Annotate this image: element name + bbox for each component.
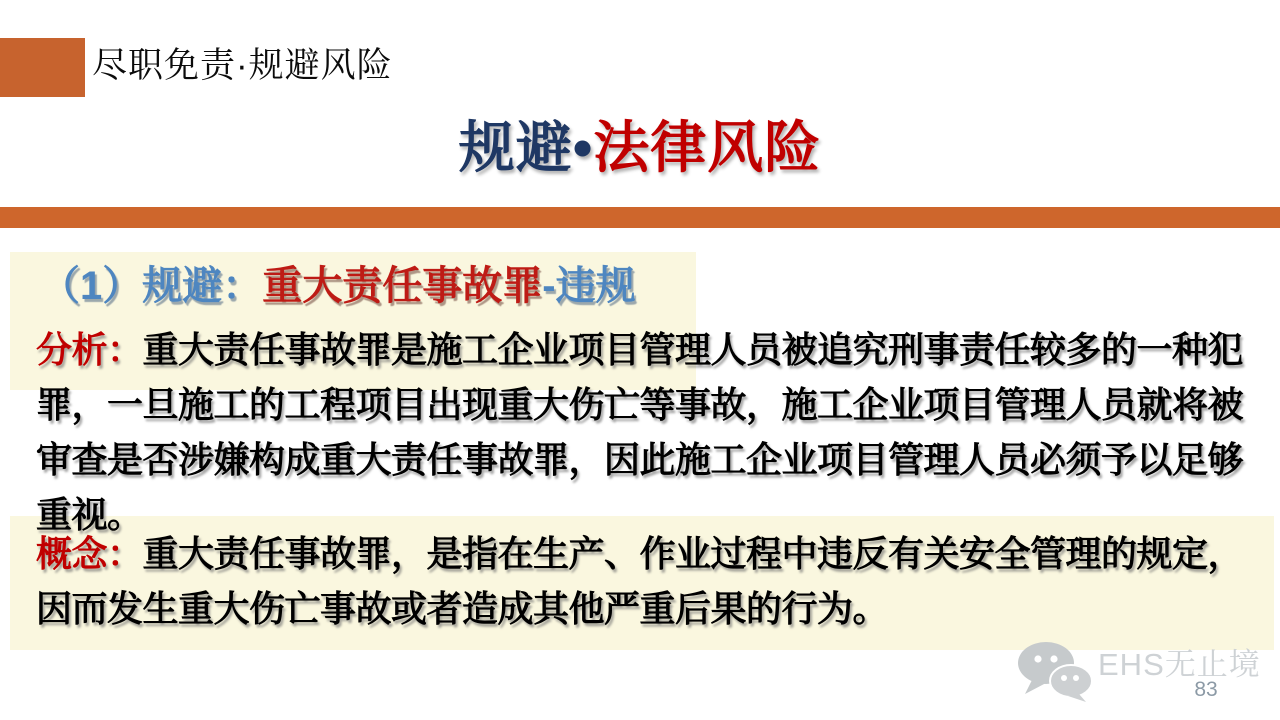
concept-line-1-text: 重大责任事故罪，是指在生产、作业过程中违反有关安全管理的规定， [142,533,1244,574]
page-number: 83 [1194,678,1218,701]
concept-label: 概念： [36,533,143,574]
wechat-bubbles-icon [1016,640,1094,707]
watermark-brand-text: EHS无止境 [1098,647,1261,682]
section-heading [40,260,636,312]
main-title-navy-part: 规避• [458,116,594,179]
concept-line [36,526,1243,581]
accent-square [0,38,85,97]
analysis-line: 审查是否涉嫌构成重大责任事故罪，因此施工企业项目管理人员必须予以足够 [36,439,1244,480]
analysis-line-1-text: 重大责任事故罪是施工企业项目管理人员被追究刑事责任较多的一种犯 [142,329,1244,370]
analysis-label: 分析： [36,329,143,370]
divider-bar [0,207,1280,228]
heading-violation-part: -违规 [542,264,636,308]
heading-crime-part: 重大责任事故罪 [262,264,543,308]
slide-kicker-title: 尽职免责·规避风险 [92,46,393,85]
main-title-red-part: 法律风险 [593,116,822,179]
main-title [0,112,1280,184]
concept-paragraph [36,526,1243,636]
analysis-line: 重视。 [36,494,143,535]
heading-number-part: （1）规避： [40,264,263,308]
analysis-line [36,322,1243,377]
analysis-line: 罪，一旦施工的工程项目出现重大伤亡等事故，施工企业项目管理人员就将被 [36,384,1244,425]
analysis-paragraph [36,322,1243,542]
concept-line: 因而发生重大伤亡事故或者造成其他严重后果的行为。 [36,588,889,629]
